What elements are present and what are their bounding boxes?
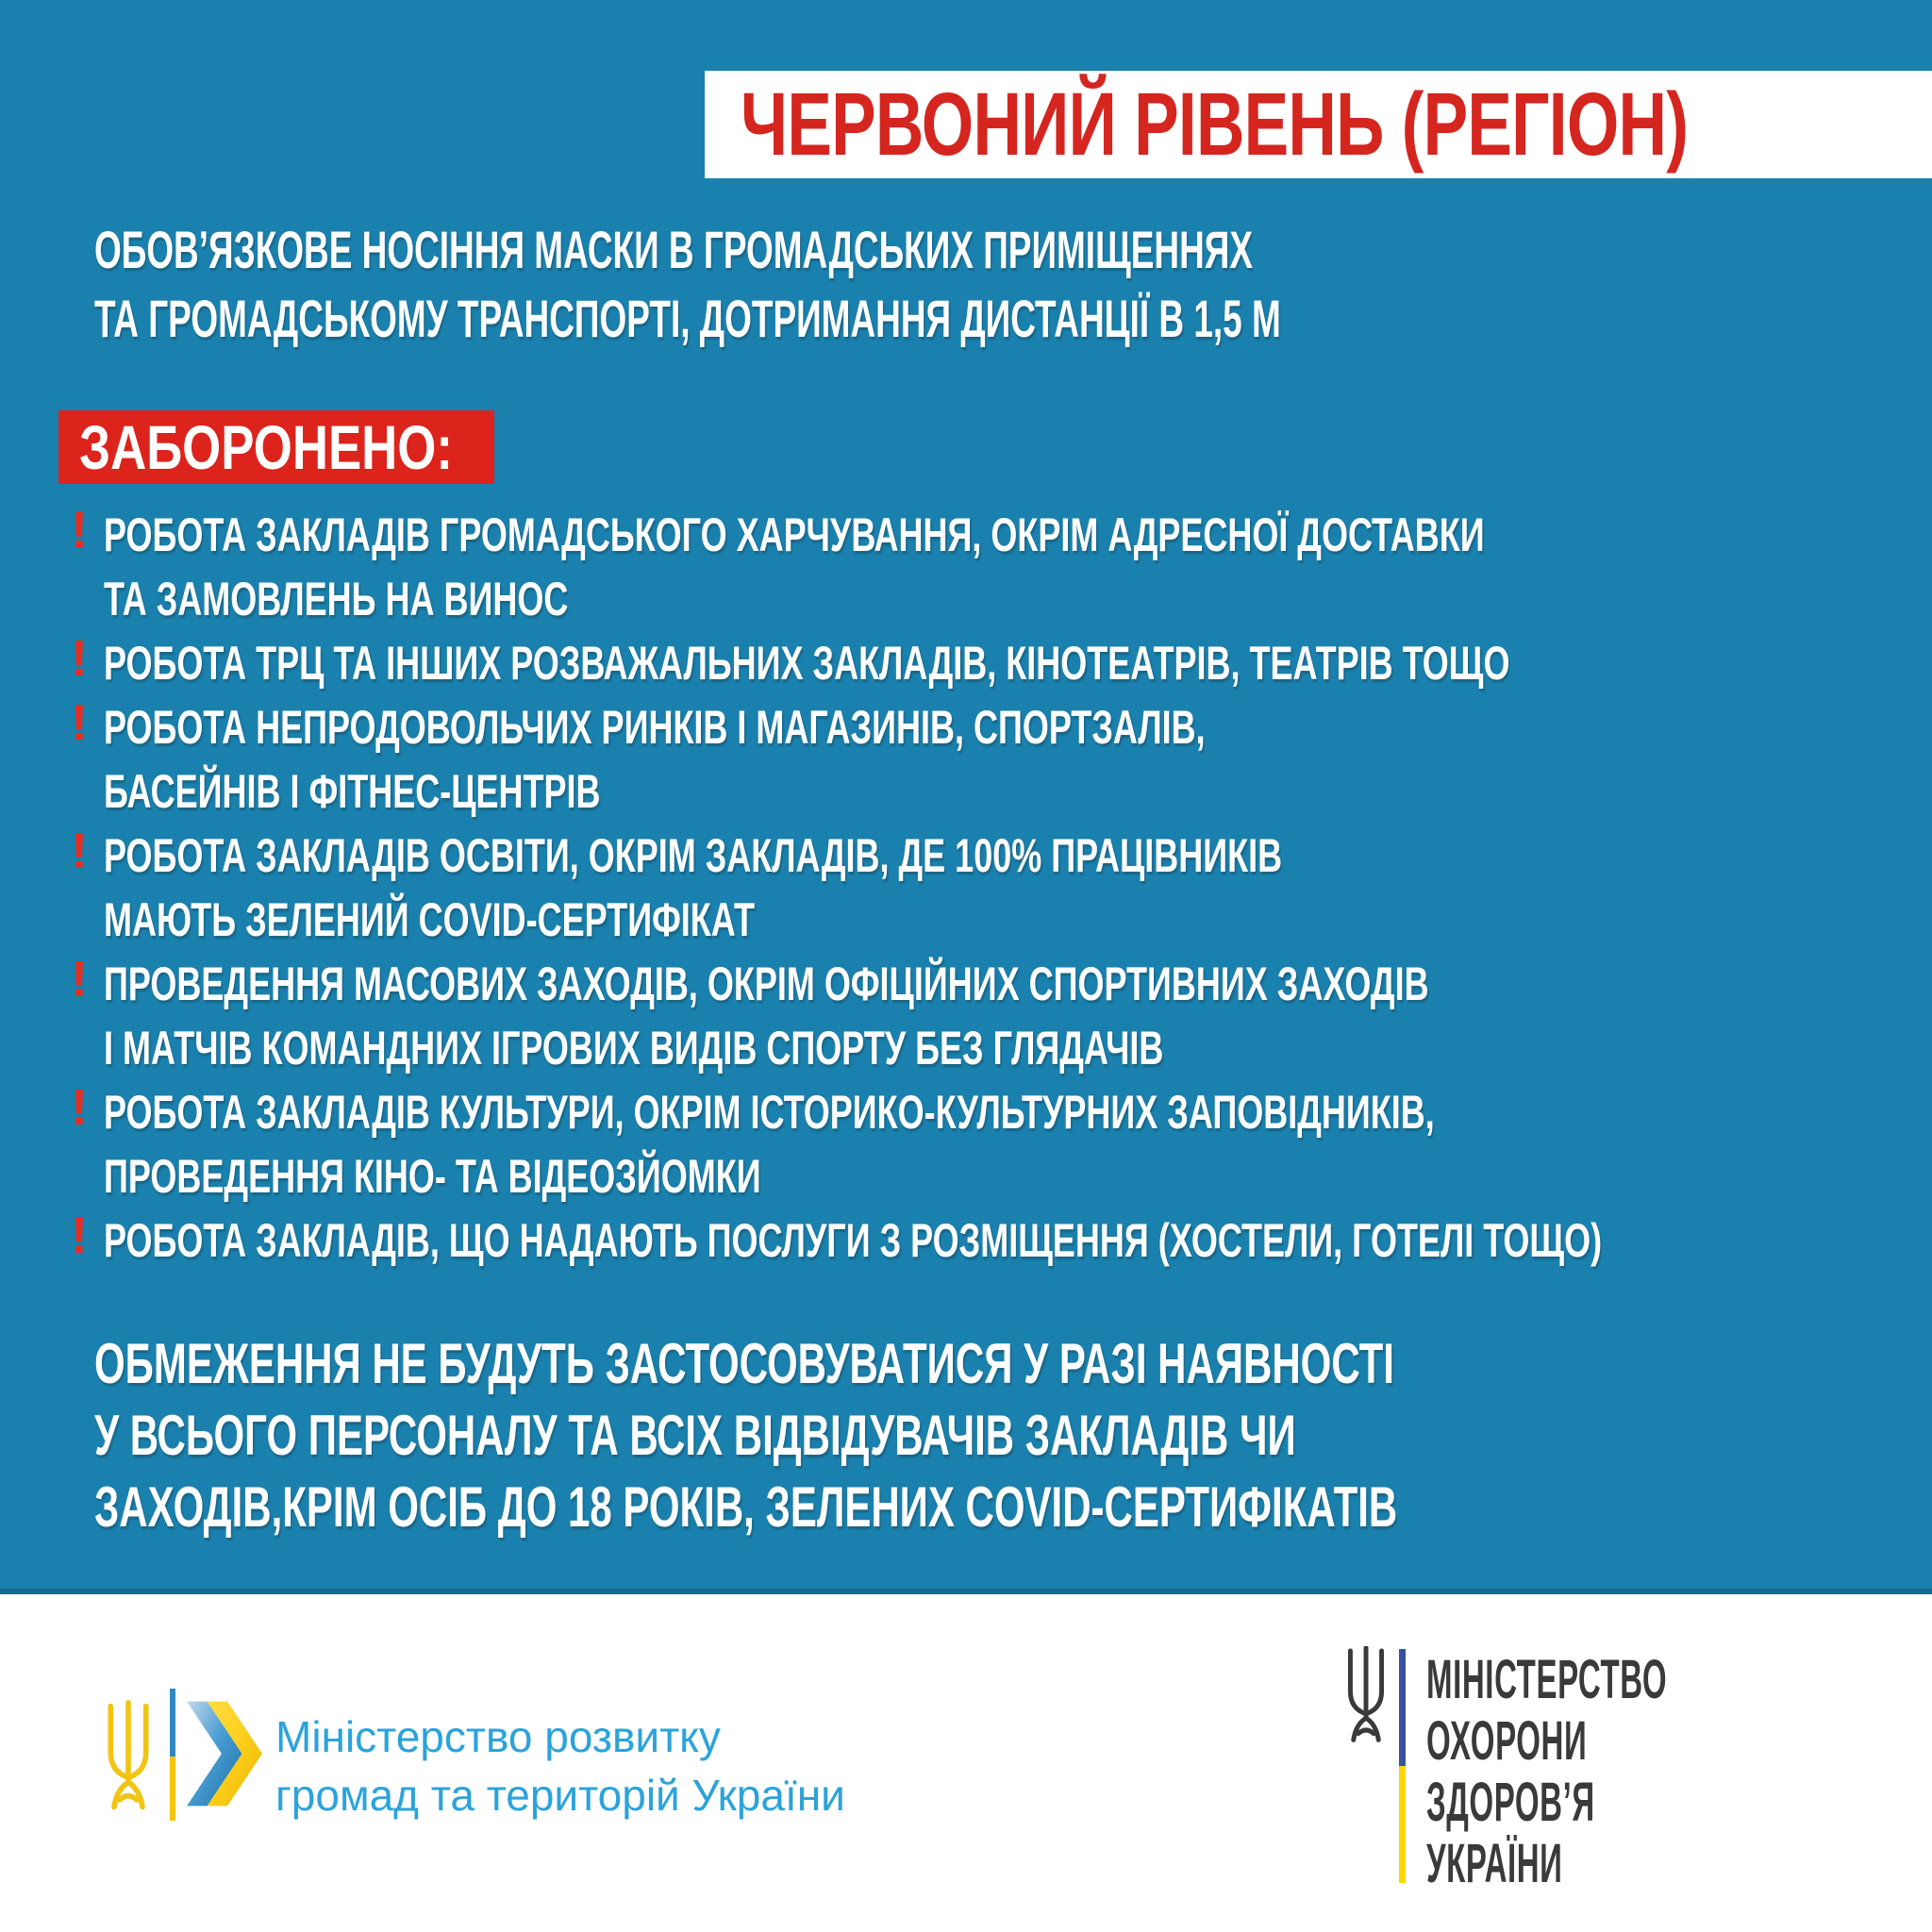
banned-item-line: РОБОТА ТРЦ ТА ІНШИХ РОЗВАЖАЛЬНИХ ЗАКЛАДІВ, КІНОТЕАТРІВ, ТЕАТРІВ ТОЩО bbox=[104, 637, 1510, 690]
title-box bbox=[705, 71, 1932, 178]
exemption-line: ОБМЕЖЕННЯ НЕ БУДУТЬ ЗАСТОСОВУВАТИСЯ У РАЗІ НАЯВНОСТІ bbox=[94, 1332, 1394, 1395]
banned-item-lines bbox=[104, 503, 1932, 631]
banned-item-line: БАСЕЙНІВ І ФІТНЕС-ЦЕНТРІВ bbox=[104, 765, 601, 818]
exemption-line: ЗАХОДІВ,КРІМ ОСІБ ДО 18 РОКІВ, ЗЕЛЕНИХ COVID-СЕРТИФІКАТІВ bbox=[94, 1475, 1398, 1539]
banned-list bbox=[66, 503, 1932, 1273]
exclamation-icon: ! bbox=[71, 951, 88, 1008]
banned-list-item bbox=[66, 952, 1932, 1080]
banned-banner bbox=[58, 410, 494, 484]
moh-name-line: ЗДОРОВ’Я bbox=[1426, 1772, 1595, 1833]
footer bbox=[0, 1594, 1932, 1932]
banned-item-line: ПРОВЕДЕННЯ КІНО- ТА ВІДЕОЗЙОМКИ bbox=[104, 1150, 761, 1203]
exemption-line: У ВСЬОГО ПЕРСОНАЛУ ТА ВСІХ ВІДВІДУВАЧІВ ЗАКЛАДІВ ЧИ bbox=[94, 1404, 1296, 1467]
moh-flag-bar-blue bbox=[1399, 1649, 1406, 1766]
banned-item-lines bbox=[104, 1080, 1932, 1208]
banned-label: ЗАБОРОНЕНО: bbox=[79, 412, 453, 482]
flag-divider bbox=[170, 1689, 175, 1821]
banned-list-item bbox=[66, 1080, 1932, 1208]
banned-item-lines bbox=[104, 824, 1740, 952]
banned-item-lines bbox=[104, 1208, 1932, 1273]
exclamation-icon: ! bbox=[71, 630, 88, 687]
banned-item-line: МАЮТЬ ЗЕЛЕНИЙ COVID-СЕРТИФІКАТ bbox=[104, 893, 755, 946]
flag-divider-yellow bbox=[170, 1757, 175, 1821]
banned-item-line: І МАТЧІВ КОМАНДНИХ ІГРОВИХ ВИДІВ СПОРТУ БЕЗ ГЛЯДАЧІВ bbox=[104, 1022, 1164, 1074]
banned-list-item bbox=[66, 503, 1932, 631]
moh-trident-icon bbox=[1340, 1646, 1392, 1746]
banned-item-line: РОБОТА ЗАКЛАДІВ КУЛЬТУРИ, ОКРІМ ІСТОРИКО-КУЛЬТУРНИХ ЗАПОВІДНИКІВ, bbox=[104, 1086, 1435, 1139]
exclamation-icon: ! bbox=[71, 502, 88, 558]
banned-item-lines bbox=[104, 631, 1932, 695]
chevron-arrows-icon bbox=[187, 1687, 262, 1821]
banned-item-line: РОБОТА ЗАКЛАДІВ ОСВІТИ, ОКРІМ ЗАКЛАДІВ, ДЕ 100% ПРАЦІВНИКІВ bbox=[104, 829, 1283, 882]
exemption-note bbox=[94, 1328, 1932, 1543]
minregion-name bbox=[275, 1707, 845, 1824]
moh-name-line: МІНІСТЕРСТВО bbox=[1426, 1649, 1668, 1710]
banned-list-item bbox=[66, 695, 1932, 824]
moh-name-line: ОХОРОНИ bbox=[1426, 1710, 1588, 1772]
banned-item-line: РОБОТА ЗАКЛАДІВ ГРОМАДСЬКОГО ХАРЧУВАННЯ, ОКРІМ АДРЕСНОЇ ДОСТАВКИ bbox=[104, 508, 1485, 561]
intro-line: ТА ГРОМАДСЬКОМУ ТРАНСПОРТІ, ДОТРИМАННЯ ДИСТАНЦІЇ В 1,5 М bbox=[94, 289, 1281, 348]
banned-item-lines bbox=[104, 952, 1932, 1080]
minregion-name-line: громад та територій України bbox=[275, 1771, 845, 1820]
intro-line: ОБОВ’ЯЗКОВЕ НОСІННЯ МАСКИ В ГРОМАДСЬКИХ ПРИМІЩЕННЯХ bbox=[94, 220, 1253, 279]
banned-list-item bbox=[66, 824, 1932, 952]
exclamation-icon: ! bbox=[71, 1079, 88, 1136]
moh-name bbox=[1426, 1649, 1849, 1894]
banned-list-item bbox=[66, 1208, 1932, 1273]
banned-item-line: ТА ЗАМОВЛЕНЬ НА ВИНОС bbox=[104, 573, 569, 625]
exclamation-icon: ! bbox=[71, 694, 88, 751]
moh-flag-bar bbox=[1399, 1649, 1406, 1883]
trident-icon bbox=[100, 1692, 157, 1823]
flag-divider-blue bbox=[170, 1689, 175, 1757]
banned-item-lines bbox=[104, 695, 1634, 824]
moh-flag-bar-yellow bbox=[1399, 1766, 1406, 1883]
intro-text bbox=[94, 215, 1892, 353]
banned-item-line: ПРОВЕДЕННЯ МАСОВИХ ЗАХОДІВ, ОКРІМ ОФІЦІЙНИХ СПОРТИВНИХ ЗАХОДІВ bbox=[104, 958, 1429, 1010]
moh-name-line: УКРАЇНИ bbox=[1426, 1833, 1563, 1894]
banned-item-line: РОБОТА НЕПРОДОВОЛЬЧИХ РИНКІВ І МАГАЗИНІВ, СПОРТЗАЛІВ, bbox=[104, 701, 1206, 754]
exclamation-icon: ! bbox=[71, 1208, 88, 1264]
banned-list-item bbox=[66, 631, 1932, 695]
banned-item-line: РОБОТА ЗАКЛАДІВ, ЩО НАДАЮТЬ ПОСЛУГИ З РОЗМІЩЕННЯ (ХОСТЕЛИ, ГОТЕЛІ ТОЩО) bbox=[104, 1214, 1603, 1267]
page-title: ЧЕРВОНИЙ РІВЕНЬ (РЕГІОН) bbox=[741, 74, 1689, 175]
minregion-name-line: Міністерство розвитку bbox=[275, 1712, 721, 1761]
exclamation-icon: ! bbox=[71, 823, 88, 879]
